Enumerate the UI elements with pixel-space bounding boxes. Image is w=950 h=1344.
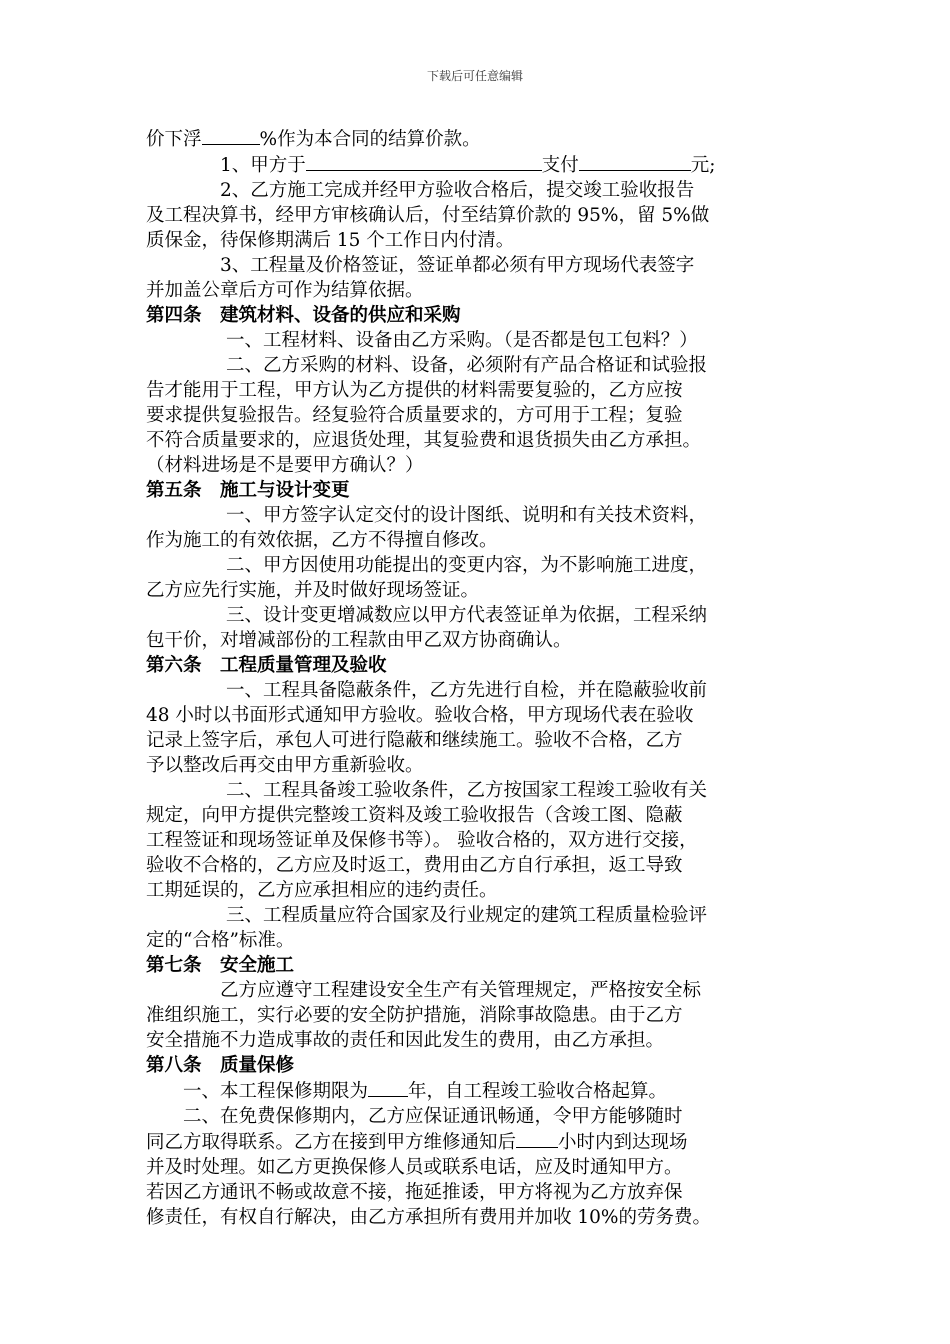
section-heading bbox=[146, 653, 810, 678]
section-heading bbox=[146, 1053, 810, 1078]
text-line bbox=[146, 728, 810, 753]
text-line bbox=[146, 1078, 810, 1104]
text-line bbox=[146, 578, 810, 603]
text-line bbox=[146, 803, 810, 828]
text-line bbox=[146, 126, 810, 152]
text-span: 验收不合格的，乙方应及时返工，费用由乙方自行承担，返工导致 bbox=[146, 855, 683, 876]
text-span: 48 小时以书面形式通知甲方验收。验收合格，甲方现场代表在验收 bbox=[146, 705, 694, 726]
text-span: 修责任，有权自行解决，由乙方承担所有费用并加收 10%的劳务费。 bbox=[146, 1207, 712, 1228]
text-span: 小时内到达现场 bbox=[558, 1132, 688, 1153]
text-line bbox=[146, 603, 810, 628]
text-line bbox=[146, 1155, 810, 1180]
text-span: 二、甲方因使用功能提出的变更内容，为不影响施工进度， bbox=[226, 555, 708, 576]
text-line bbox=[146, 278, 810, 303]
text-span: 第八条 质量保修 bbox=[146, 1055, 295, 1076]
text-line bbox=[146, 253, 810, 278]
text-line bbox=[146, 403, 810, 428]
text-span: 三、工程质量应符合国家及行业规定的建筑工程质量检验评 bbox=[226, 905, 708, 926]
text-span: 第四条 建筑材料、设备的供应和采购 bbox=[146, 305, 461, 326]
text-line bbox=[146, 978, 810, 1003]
text-span: 工程签证和现场签证单及保修书等）。 验收合格的，双方进行交接， bbox=[146, 830, 698, 851]
contract-body bbox=[146, 126, 810, 1230]
blank-underline bbox=[202, 126, 260, 145]
text-span: 一、工程材料、设备由乙方采购。（是否都是包工包料？） bbox=[226, 330, 698, 351]
text-span: 不符合质量要求的，应退货处理，其复验费和退货损失由乙方承担。 bbox=[146, 430, 702, 451]
text-span: 若因乙方通讯不畅或故意不接，拖延推诿，甲方将视为乙方放弃保 bbox=[146, 1182, 683, 1203]
text-line bbox=[146, 503, 810, 528]
text-span: 第六条 工程质量管理及验收 bbox=[146, 655, 387, 676]
section-heading bbox=[146, 478, 810, 503]
text-span: 质保金，待保修期满后 15 个工作日内付清。 bbox=[146, 230, 515, 251]
blank-underline bbox=[516, 1129, 558, 1148]
text-line bbox=[146, 1129, 810, 1155]
text-span: 工期延误的，乙方应承担相应的违约责任。 bbox=[146, 880, 498, 901]
text-span: 1、甲方于 bbox=[220, 155, 306, 176]
text-line bbox=[146, 353, 810, 378]
text-span: 包干价，对增减部份的工程款由甲乙双方协商确认。 bbox=[146, 630, 572, 651]
text-span: 作为施工的有效依据，乙方不得擅自修改。 bbox=[146, 530, 498, 551]
text-line bbox=[146, 1104, 810, 1129]
text-line bbox=[146, 853, 810, 878]
text-span: 二、在免费保修期内，乙方应保证通讯畅通，令甲方能够随时 bbox=[183, 1106, 683, 1127]
text-line bbox=[146, 753, 810, 778]
text-span: 乙方应遵守工程建设安全生产有关管理规定，严格按安全标 bbox=[220, 980, 702, 1001]
text-line bbox=[146, 878, 810, 903]
text-span: 二、工程具备竣工验收条件，乙方按国家工程竣工验收有关 bbox=[226, 780, 708, 801]
text-line bbox=[146, 453, 810, 478]
text-line bbox=[146, 778, 810, 803]
text-line bbox=[146, 1003, 810, 1028]
text-span: 规定，向甲方提供完整竣工资料及竣工验收报告（含竣工图、隐蔽 bbox=[146, 805, 683, 826]
text-span: 价下浮 bbox=[146, 129, 202, 150]
text-line bbox=[146, 928, 810, 953]
text-line bbox=[146, 328, 810, 353]
text-span: 二、乙方采购的材料、设备，必须附有产品合格证和试验报 bbox=[226, 355, 708, 376]
text-span: 三、设计变更增减数应以甲方代表签证单为依据，工程采纳 bbox=[226, 605, 708, 626]
text-line bbox=[146, 1028, 810, 1053]
text-span: 及工程决算书，经甲方审核确认后，付至结算价款的 95%，留 5%做 bbox=[146, 205, 710, 226]
section-heading bbox=[146, 303, 810, 328]
text-span: 3、工程量及价格签证，签证单都必须有甲方现场代表签字 bbox=[220, 255, 695, 276]
text-line bbox=[146, 828, 810, 853]
text-span: 第五条 施工与设计变更 bbox=[146, 480, 350, 501]
text-line bbox=[146, 903, 810, 928]
text-span: 乙方应先行实施，并及时做好现场签证。 bbox=[146, 580, 480, 601]
section-heading bbox=[146, 953, 810, 978]
text-span: 定的“合格”标准。 bbox=[146, 930, 295, 951]
text-span: 元; bbox=[690, 155, 716, 176]
text-span: 同乙方取得联系。乙方在接到甲方维修通知后 bbox=[146, 1132, 517, 1153]
text-span: 第七条 安全施工 bbox=[146, 955, 295, 976]
text-span: 并及时处理。如乙方更换保修人员或联系电话，应及时通知甲方。 bbox=[146, 1157, 683, 1178]
text-line bbox=[146, 1205, 810, 1230]
text-line bbox=[146, 378, 810, 403]
text-span: 安全措施不力造成事故的责任和因此发生的费用，由乙方承担。 bbox=[146, 1030, 665, 1051]
text-span: 一、甲方签字认定交付的设计图纸、说明和有关技术资料， bbox=[226, 505, 708, 526]
text-line bbox=[146, 703, 810, 728]
blank-underline bbox=[368, 1078, 408, 1097]
text-span: 予以整改后再交由甲方重新验收。 bbox=[146, 755, 424, 776]
text-span: 一、工程具备隐蔽条件，乙方先进行自检，并在隐蔽验收前 bbox=[226, 680, 708, 701]
text-span: 并加盖公章后方可作为结算依据。 bbox=[146, 280, 424, 301]
text-span: 2、乙方施工完成并经甲方验收合格后，提交竣工验收报告 bbox=[220, 180, 695, 201]
text-line bbox=[146, 203, 810, 228]
text-span: 准组织施工，实行必要的安全防护措施，消除事故隐患。由于乙方 bbox=[146, 1005, 683, 1026]
text-span: 支付 bbox=[541, 155, 579, 176]
text-span: （材料进场是不是要甲方确认？） bbox=[146, 455, 424, 476]
blank-underline bbox=[306, 152, 542, 171]
text-line bbox=[146, 428, 810, 453]
text-line bbox=[146, 1180, 810, 1205]
text-span: 年，自工程竣工验收合格起算。 bbox=[408, 1081, 668, 1102]
text-span: 要求提供复验报告。经复验符合质量要求的，方可用于工程；复验 bbox=[146, 405, 683, 426]
blank-underline bbox=[579, 152, 691, 171]
text-span: 告才能用于工程，甲方认为乙方提供的材料需要复验的，乙方应按 bbox=[146, 380, 683, 401]
text-span: %作为本合同的结算价款。 bbox=[259, 129, 481, 150]
text-line bbox=[146, 553, 810, 578]
text-line bbox=[146, 152, 810, 178]
text-span: 一、本工程保修期限为 bbox=[183, 1081, 369, 1102]
text-line bbox=[146, 228, 810, 253]
page-header: 下载后可任意编辑 bbox=[426, 69, 523, 83]
text-line bbox=[146, 178, 810, 203]
text-span: 记录上签字后，承包人可进行隐蔽和继续施工。验收不合格，乙方 bbox=[146, 730, 683, 751]
text-line bbox=[146, 678, 810, 703]
text-line bbox=[146, 628, 810, 653]
text-line bbox=[146, 528, 810, 553]
